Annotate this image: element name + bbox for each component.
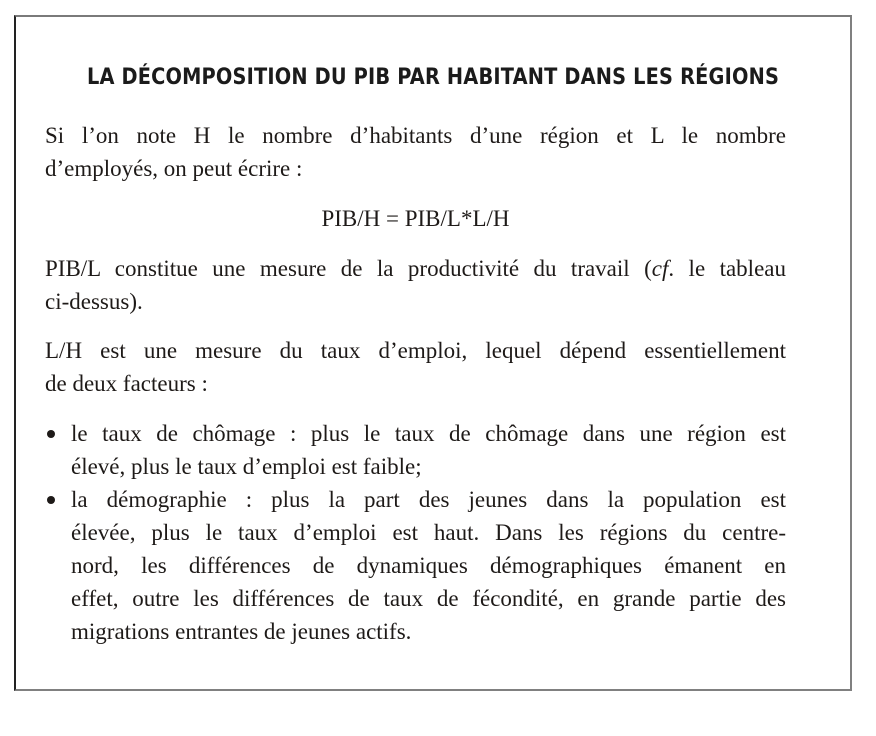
bullet-2-line-1: la démographie : plus la part des jeunes dans la population est bbox=[71, 487, 786, 512]
paragraph-2-text-a: PIB/L constitue une mesure de la productivité du travail ( bbox=[45, 256, 652, 281]
paragraph-2-text-b: . le tableau bbox=[668, 256, 786, 281]
bullet-2-line-2: élevée, plus le taux d’emploi est haut. Dans les régions du centre- bbox=[71, 520, 786, 545]
formula: PIB/H = PIB/L*L/H bbox=[321, 206, 510, 231]
paragraph-1-line-2: d’employés, on peut écrire : bbox=[45, 156, 303, 181]
bullet-2-line-3: nord, les différences de dynamiques démographiques émanent en bbox=[71, 553, 786, 578]
paragraph-1-line-1: Si l’on note H le nombre d’habitants d’une région et L le nombre bbox=[45, 123, 786, 148]
paragraph-2-line-1 bbox=[45, 252, 786, 285]
paragraph-3-line-1: L/H est une mesure du taux d’emploi, lequel dépend essentiellement bbox=[45, 338, 786, 363]
bullet-1-line-1: le taux de chômage : plus le taux de chômage dans une région est bbox=[71, 421, 786, 446]
bullet-icon bbox=[47, 496, 55, 504]
bullet-2-line-4: effet, outre les différences de taux de fécondité, en grande partie des bbox=[71, 586, 786, 611]
paragraph-3-line-2: de deux facteurs : bbox=[45, 371, 208, 396]
bullet-2-line-5: migrations entrantes de jeunes actifs. bbox=[71, 619, 412, 644]
bullet-1-line-2: élevé, plus le taux d’emploi est faible; bbox=[71, 454, 422, 479]
paragraph-2-line-2: ci-dessus). bbox=[45, 289, 143, 314]
bullet-icon bbox=[47, 430, 55, 438]
paragraph-2-italic-cf: cf bbox=[651, 256, 669, 281]
box-title: LA DÉCOMPOSITION DU PIB PAR HABITANT DANS LES RÉGIONS bbox=[86, 64, 780, 90]
